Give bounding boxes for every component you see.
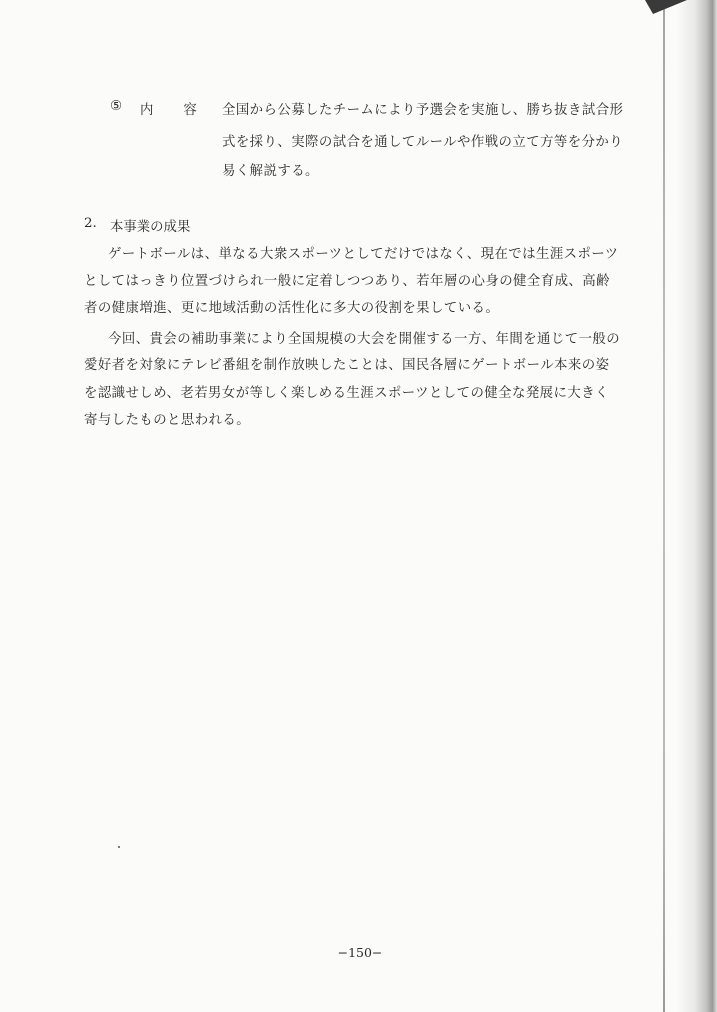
section-number: 2. xyxy=(84,216,97,231)
binding-line xyxy=(663,0,665,1012)
paragraph-line: 者の健康増進、更に地域活動の活性化に多大の役割を果している。 xyxy=(84,301,500,316)
paragraph-line: 寄与したものと思われる。 xyxy=(84,413,251,428)
scan-speck xyxy=(118,846,120,848)
paragraph-line: 愛好者を対象にテレビ番組を制作放映したことは、国民各層にゲートボール本来の姿 xyxy=(84,358,610,373)
binding-shadow xyxy=(627,0,717,1012)
paragraph-line: としてはっきり位置づけられ一般に定着しつつあり、若年層の心身の健全育成、高齢 xyxy=(84,274,610,289)
item-label-part2: 容 xyxy=(183,103,201,118)
item-number: ⑤ xyxy=(110,99,123,114)
item-label-part1: 内 xyxy=(140,103,158,118)
item-line: 式を採り、実際の試合を通してルールや作戦の立て方等を分かり xyxy=(222,135,624,150)
item-line: 全国から公募したチームにより予選会を実施し、勝ち抜き試合形 xyxy=(222,103,624,118)
paragraph-line: ゲートボールは、単なる大衆スポーツとしてだけではなく、現在では生涯スポーツ xyxy=(108,247,619,262)
corner-mark xyxy=(645,0,687,14)
paragraph-line: 今回、貴会の補助事業により全国規模の大会を開催する一方、年間を通じて一般の xyxy=(108,332,621,347)
item-line: 易く解説する。 xyxy=(222,164,319,179)
section-title: 本事業の成果 xyxy=(110,220,191,235)
page-number: −150− xyxy=(337,945,383,960)
paragraph-line: を認識せしめ、老若男女が等しく楽しめる生涯スポーツとしての健全な発展に大きく xyxy=(84,386,609,401)
item-label xyxy=(140,99,201,118)
